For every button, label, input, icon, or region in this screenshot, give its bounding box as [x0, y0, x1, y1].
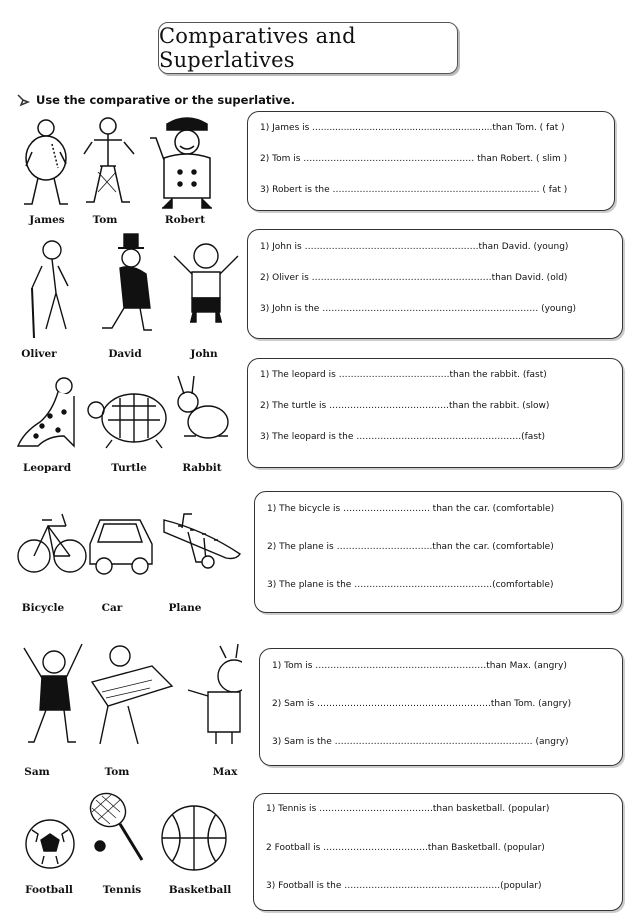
angry-people-illustration [12, 632, 242, 752]
exercise-box-6 [253, 793, 623, 911]
sentence: 1) Tom is …………………………………………………than Max. (angry) [272, 661, 567, 671]
name-label: Car [101, 602, 123, 614]
name-label: Tom [104, 766, 130, 778]
sentence: 2 Football is ……………………………..than Basketball. (popular) [266, 843, 545, 853]
exercise-box-4 [254, 491, 622, 613]
group-1-pictures [12, 112, 242, 232]
vehicles-illustration [12, 490, 242, 590]
name-label: Basketball [168, 884, 232, 896]
name-label: Robert [164, 214, 206, 226]
group-3-pictures [12, 372, 242, 482]
instruction-text: Use the comparative or the superlative. [36, 93, 295, 107]
sentence: 1) The leopard is ……………………………….than the rabbit. (fast) [260, 370, 547, 380]
name-label: Football [25, 884, 73, 896]
sentence: 1) Tennis is ………………………………..than basketball. (popular) [266, 804, 550, 814]
sentence: 3) The plane is the ……………………………………….(comfortable) [267, 580, 554, 590]
name-label: John [190, 348, 218, 360]
sentence: 3) John is the ……………………………………………………………… (young) [260, 304, 577, 314]
name-label: Rabbit [182, 462, 222, 474]
sentence: 2) The plane is …………………………..than the car. (comfortable) [267, 542, 554, 552]
sentence: 3) Sam is the ………………………………………………………… (angry) [272, 737, 569, 747]
name-label: James [29, 214, 65, 226]
sentence: 1) James is ...............................................................than Tom. ( fat ) [260, 123, 565, 133]
sentence: 2) Tom is ………………………………………………… than Robert. ( slim ) [260, 154, 568, 164]
sentence: 2) Oliver is ……………………………………………………than David. (old) [260, 273, 568, 283]
name-label: Tennis [102, 884, 142, 896]
sentence: 3) Football is the …………………………………………….(popular) [266, 881, 542, 891]
animals-illustration [12, 372, 242, 452]
pencil-arrow-icon [16, 93, 30, 107]
page-title: Comparatives and Superlatives [159, 24, 356, 72]
balls-illustration [12, 790, 242, 880]
name-label: Max [212, 766, 238, 778]
name-label: Sam [24, 766, 50, 778]
exercise-box-5 [259, 648, 623, 766]
exercise-box-1 [247, 111, 615, 211]
name-label: Tom [92, 214, 118, 226]
sentence: 2) The turtle is ………………………………….than the rabbit. (slow) [260, 401, 550, 411]
name-label: Oliver [21, 348, 57, 360]
sentence: 3) Robert is the …………………………………………………………… ( fat ) [260, 185, 568, 195]
name-label: Bicycle [21, 602, 65, 614]
sentence: 3) The leopard is the ……………………………………………….(fast) [260, 432, 546, 442]
people-old-young-illustration [12, 232, 242, 342]
title-box [158, 22, 458, 74]
people-fat-slim-illustration [12, 112, 242, 212]
name-label: Plane [168, 602, 202, 614]
sentence: 1) The bicycle is ……………………….. than the car. (comfortable) [267, 504, 555, 514]
sentence: 1) John is ………………………………………………….than David. (young) [260, 242, 569, 252]
group-2-pictures [12, 232, 242, 362]
name-label: Turtle [111, 462, 147, 474]
exercise-box-2 [247, 229, 623, 339]
instruction [16, 93, 295, 107]
exercise-box-3 [247, 358, 623, 468]
group-5-pictures [12, 632, 242, 782]
sentence: 2) Sam is ………………………………………………….than Tom. (angry) [272, 699, 572, 709]
name-label: Leopard [22, 462, 72, 474]
group-6-pictures [12, 790, 242, 910]
name-label: David [108, 348, 142, 360]
group-4-pictures [12, 490, 242, 620]
